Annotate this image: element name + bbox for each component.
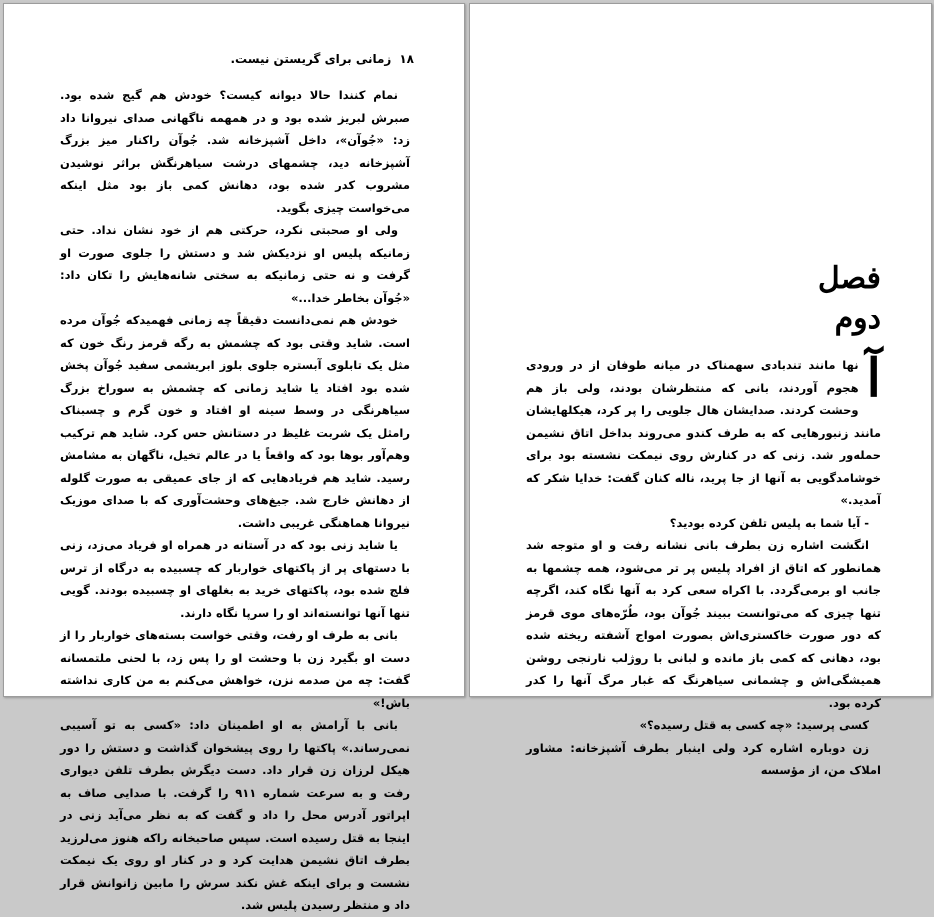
paragraph: ولی او صحبتی نکرد، حرکتی هم از خود نشان نداد. حتی زمانیکه پلیس او نزدیکش شد و دستش را جلوی صورت او گرفت و نه حتی زمانیکه به سختی شانه‌هایش را تکان داد: «جُوآن بخاطر خدا...»: [60, 223, 410, 305]
paragraph: نمام کنندا حالا دیوانه کیست؟ خودش هم گیج شده بود. صبرش لبریز شده بود و در همهمه ناگهانی صدای نیروانا داد زد: «جُوآن»، داخل آشپزخانه شد. جُوآن راکنار میز بزرگ آشپزخانه دید، چشمهای درشت سیاهرنگش براثر نوشیدن مشروب کدر شده بود، دهانش کمی باز بود مثل اینکه می‌خواست چیزی بگوید.: [60, 88, 410, 215]
first-paragraph: [526, 348, 881, 512]
paragraph-text: نها مانند تندبادی سهمناک در میانه طوفان از در ورودی هجوم آوردند، بانی که منتظرشان بودند، ولی باز هم وحشت کردند. صدایشان هال جلویی را پر کرد، هیکلهایشان مانند زنبورهایی که به طرف کندو می‌روند بداخل اتاق نشیمن حمله‌ور شد. زنی که در کنارش روی نیمکت نشسته بود برای خوشامدگویی به آنها از جا پرید، ناله کنان گفت: خدایا شکر که آمدید.»: [526, 358, 881, 507]
left-body-text: [60, 84, 410, 917]
paragraph: - آیا شما به پلیس تلفن کرده بودید؟: [669, 515, 869, 530]
right-page: [469, 3, 932, 777]
paragraph: بانی با آرامش به او اطمینان داد: «کسی به تو آسیبی نمی‌رساند.» پاکتها را روی پیشخوان گذاشت و دستش را دور هیکل لرزان زن قرار داد. دست دیگرش بطرف تلفن دیواری رفت و به سرعت شماره ۹۱۱ را گرفت. با صدایی صاف به اپراتور آدرس محل را داد و گفت که به نظر می‌آید زنی در اینجا به قتل رسیده است. سپس صاحبخانه راکه هنوز می‌لرزید بطرف اتاق نشیمن هدایت کرد و در کنار او روی یک نیمکت نشست و برای اینکه غش نکند سرش را مابین زانوانش قرار داد و منتظر رسیدن پلیس شد.: [60, 718, 410, 912]
chapter-word: فصل: [817, 261, 881, 296]
left-page: [3, 3, 465, 912]
right-body-text: [526, 348, 881, 782]
paragraph: بانی به طرف او رفت، وقتی خواست بسته‌های خواربار را از دست او بگیرد زن با وحشت او را پس زد، با لحنی ملتمسانه گفت: چه من صدمه نزن، خواهش می‌کنم به من کاری نداشته باش!»: [60, 628, 410, 710]
paragraph: کسی پرسید: «چه کسی به قتل رسیده؟»: [639, 718, 869, 732]
paragraph: زن دوباره اشاره کرد ولی اینبار بطرف آشپزخانه: مشاور املاک من، از مؤسسه: [526, 740, 881, 777]
drop-cap: آ: [866, 348, 881, 409]
paragraph: خودش هم نمی‌دانست دقیقاً چه زمانی فهمیدکه جُوآن مرده است. شاید وقتی بود که چشمش به رگه قرمز رنگ خون که مثل یک تابلوی آبستره جلوی بلوز ابریشمی سفید جُوآن پخش شده بود افتاد یا شاید زمانی که چشمش به سوراخ بزرگ سیاهرنگی در وسط سینه او افتاد و خون گرم و چسبناک رامثل یک شربت غلیظ در دستانش حس کرد. شاید هم ترکیب وهم‌آور بوها بود که واقعاً یا در عالم تخیل، ناگهان به مشامش رسید. شاید هم فریادهایی که از جای عمیقی به صورت گلوله از دهانش خارج شد. جیغ‌های وحشت‌آوری که با صدای موزیک نیروانا هماهنگی غریبی داشت.: [60, 313, 410, 530]
running-title: زمانی برای گریستن نیست.: [230, 52, 392, 66]
chapter-heading: [818, 259, 881, 339]
page-number: ۱۸: [399, 52, 414, 66]
paragraph: یا شاید زنی بود که در آستانه در همراه او فریاد می‌زد، زنی با دستهای پر از پاکتهای خواربار که چسبیده به درگاه از ترس فلج شده بود، پاکتهای خرید به بغلهای او چسبیده بودند. گویی تنها آنها توانسته‌اند او را سرپا نگاه دارند.: [60, 538, 410, 620]
paragraph: انگشت اشاره زن بطرف بانی نشانه رفت و او متوجه شد همانطور که اتاق از افراد پلیس پر تر می‌شود، همه چشمها به جانب او برمی‌گردد. با اکراه سعی کرد به آنها نگاه کند، اگرچه تنها چیزی که می‌توانست ببیند جُوآن بود، طُرّه‌های موی قرمز که دور صورت خاکستری‌اش بصورت امواج آشفته ریخته شده بود، دهانی که کمی باز مانده و لبانی با روژلب نارنجی روشن همیشگی‌اش و چشمانی سیاهرنگ که غبار مرگ آنها را کدر کرده بود.: [526, 538, 881, 710]
chapter-number: دوم: [834, 301, 881, 336]
running-header: [231, 52, 415, 66]
